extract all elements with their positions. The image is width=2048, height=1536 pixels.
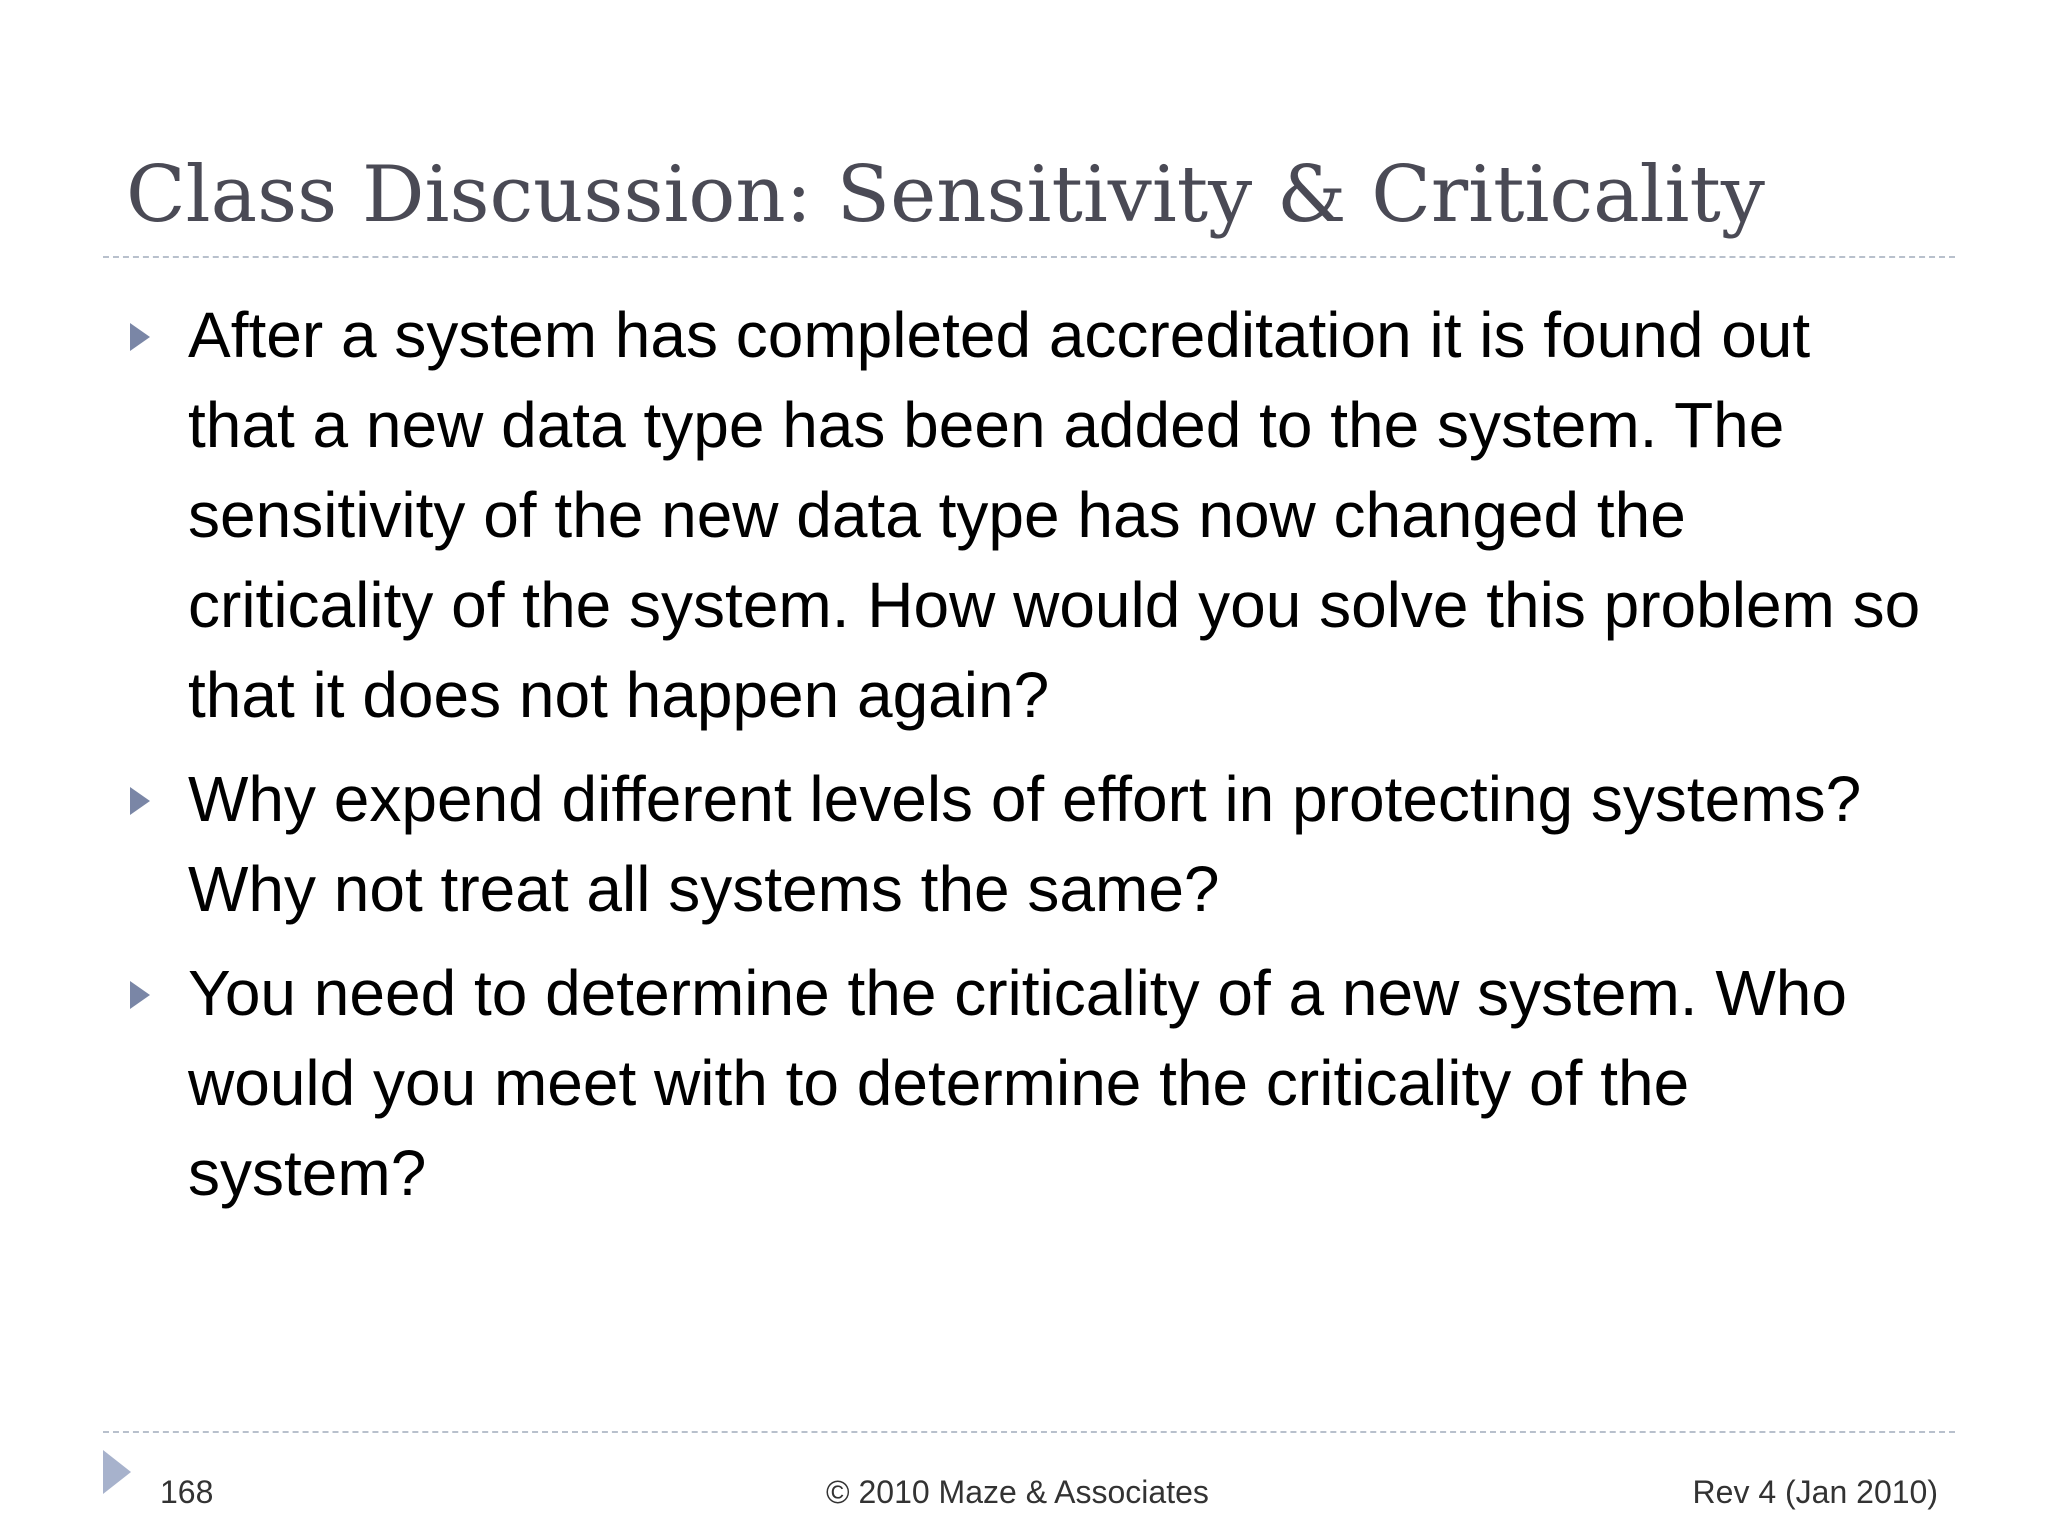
bullet-list [130, 290, 1930, 1232]
bullet-triangle-icon [130, 787, 150, 815]
bullet-text: Why expend different levels of effort in protecting systems? Why not treat all systems the same? [188, 763, 1862, 925]
slide-title: Class Discussion: Sensitivity & Criticality [126, 150, 1765, 240]
footer-divider [103, 1431, 1955, 1433]
bullet-triangle-icon [130, 981, 150, 1009]
copyright-notice: © 2010 Maze & Associates [826, 1474, 1209, 1510]
page-number: 168 [160, 1474, 214, 1510]
bullet-text: After a system has completed accreditation it is found out that a new data type has been added to the system. The sensitivity of the new data type has now changed the criticality of the system. How would you solve this problem so that it does not happen again? [188, 299, 1921, 731]
bullet-item [130, 290, 1930, 740]
footer-triangle-icon [103, 1450, 131, 1494]
bullet-item [130, 948, 1930, 1218]
revision-label: Rev 4 (Jan 2010) [1692, 1474, 1938, 1510]
title-divider [103, 256, 1955, 258]
bullet-text: You need to determine the criticality of a new system. Who would you meet with to determine the criticality of the system? [188, 957, 1847, 1209]
bullet-item [130, 754, 1930, 934]
bullet-triangle-icon [130, 323, 150, 351]
